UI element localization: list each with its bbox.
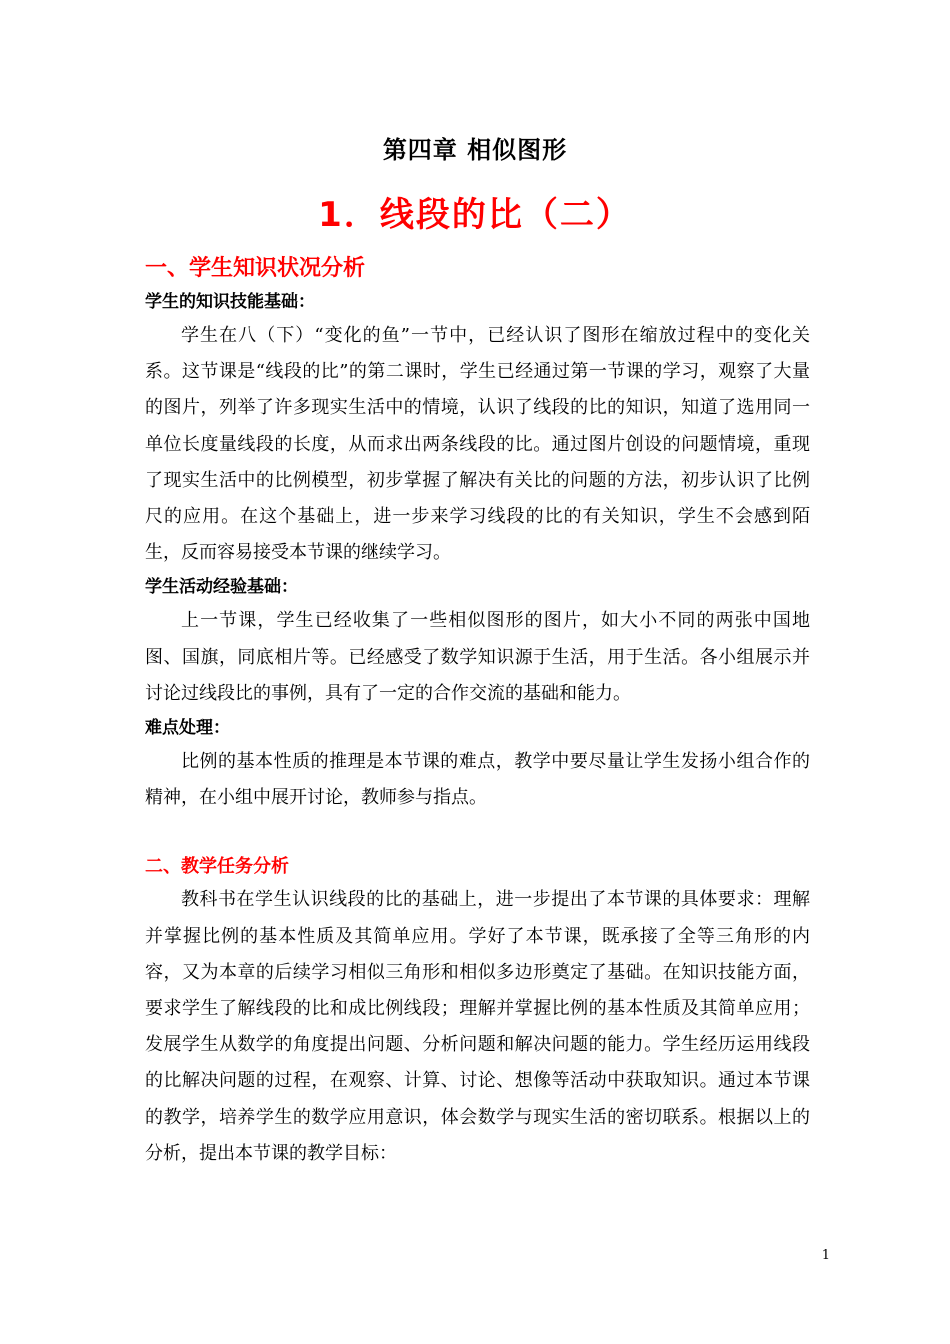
section-heading-student-analysis: 一、学生知识状况分析 bbox=[145, 256, 366, 281]
page-number: 1 bbox=[821, 1248, 830, 1263]
paragraph-difficulty-handling: 比例的基本性质的推理是本节课的难点，教学中要尽量让学生发扬小组合作的精神，在小组中展开讨论，教师参与指点。 bbox=[145, 751, 810, 809]
subheading-activity-experience: 学生活动经验基础： bbox=[145, 577, 298, 598]
subheading-difficulty-handling: 难点处理： bbox=[145, 718, 230, 739]
section-heading-task-analysis: 二、教学任务分析 bbox=[145, 856, 289, 878]
document-body bbox=[145, 252, 810, 1172]
chapter-title: 第四章 相似图形 bbox=[382, 136, 568, 164]
paragraph-knowledge-skills: 学生在八（下）“变化的鱼”一节中，已经认识了图形在缩放过程中的变化关系。这节课是“线段的比”的第二课时，学生已经通过第一节课的学习，观察了大量的图片，列举了许多现实生活中的情境，认识了线段的比的知识，知道了选用同一单位长度量线段的长度，从而求出两条线段的比。通过图片创设的问题情境，重现了现实生活中的比例模型，初步掌握了解决有关比的问题的方法，初步认识了比例尺的应用。在这个基础上，进一步来学习线段的比的有关知识，学生不会感到陌生，反而容易接受本节课的继续学习。 bbox=[145, 325, 810, 564]
section-spacer bbox=[145, 816, 810, 852]
subheading-knowledge-skills: 学生的知识技能基础： bbox=[145, 292, 315, 312]
lesson-title: 1．线段的比（二） bbox=[318, 195, 632, 235]
paragraph-task-analysis: 教科书在学生认识线段的比的基础上，进一步提出了本节课的具体要求：理解并掌握比例的基本性质及其简单应用。学好了本节课，既承接了全等三角形的内容，又为本章的后续学习相似三角形和相似多边形奠定了基础。在知识技能方面，要求学生了解线段的比和成比例线段；理解并掌握比例的基本性质及其简单应用；发展学生从数学的角度提出问题、分析问题和解决问题的能力。学生经历运用线段的比解决问题的过程，在观察、计算、讨论、想像等活动中获取知识。通过本节课的教学，培养学生的数学应用意识，体会数学与现实生活的密切联系。根据以上的分析，提出本节课的教学目标： bbox=[145, 889, 810, 1164]
paragraph-activity-experience: 上一节课，学生已经收集了一些相似图形的图片，如大小不同的两张中国地图、国旗，同底相片等。已经感受了数学知识源于生活，用于生活。各小组展示并讨论过线段比的事例，具有了一定的合作交流的基础和能力。 bbox=[145, 610, 810, 704]
